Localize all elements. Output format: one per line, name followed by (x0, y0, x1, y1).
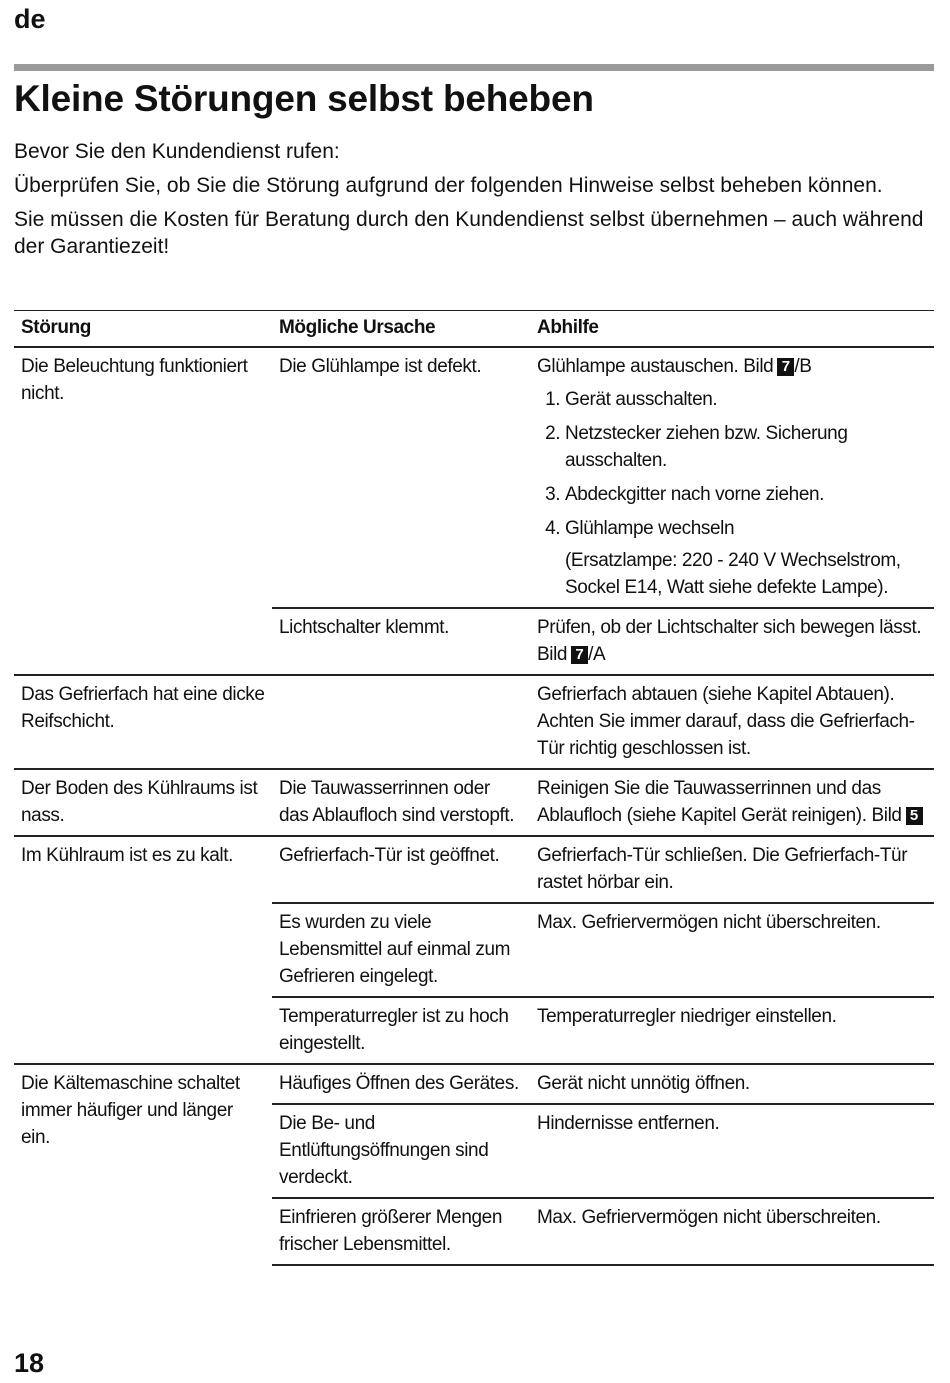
table-row (14, 347, 934, 608)
cause-cell: Gefrierfach-Tür ist geöffnet. (272, 836, 530, 903)
figure-suffix: /B (794, 356, 812, 377)
table-header-row (14, 311, 934, 348)
figure-reference-badge: 7 (571, 646, 588, 664)
cause-cell: Die Glühlampe ist defekt. (279, 356, 482, 377)
remedy-cell: Hindernisse entfernen. (530, 1104, 934, 1198)
cause-cell (272, 675, 530, 769)
remedy-cell: Gefrierfach-Tür schließen. Die Gefrierfach-Tür rastet hörbar ein. (530, 836, 934, 903)
page-number: 18 (14, 1348, 45, 1378)
cause-cell: Häufiges Öffnen des Gerätes. (272, 1064, 530, 1104)
table-row (14, 1064, 934, 1104)
intro-paragraph-1: Bevor Sie den Kundendienst rufen: (14, 140, 340, 163)
cause-cell: Die Tauwasserrinnen oder das Ablaufloch sind verstopft. (272, 769, 530, 836)
list-item: 4. Glühlampe wechseln (565, 515, 927, 542)
intro-text (14, 138, 934, 267)
header-fault: Störung (14, 311, 272, 348)
fault-cell: Die Beleuchtung funktioniert nicht. (21, 356, 248, 404)
header-rule (14, 64, 934, 71)
remedy-text: Prüfen, ob der Lichtschalter sich bewegen lässt. Bild (537, 617, 922, 665)
fault-cell: Das Gefrierfach hat eine dicke Reifschicht. (14, 675, 272, 769)
figure-suffix: /A (588, 644, 606, 665)
steps-list (537, 386, 927, 542)
remedy-text: Glühlampe austauschen. Bild (537, 356, 774, 377)
fault-cell: Der Boden des Kühlraums ist nass. (14, 769, 272, 836)
table-row (14, 769, 934, 836)
remedy-cell: Gefrierfach abtauen (siehe Kapitel Abtauen). Achten Sie immer darauf, dass die Gefrierfach-Tür richtig geschlossen ist. (530, 675, 934, 769)
cause-cell: Die Be- und Entlüftungsöffnungen sind verdeckt. (272, 1104, 530, 1198)
header-cause: Mögliche Ursache (272, 311, 530, 348)
intro-paragraph-2: Überprüfen Sie, ob Sie die Störung aufgrund der folgenden Hinweise selbst beheben können. (14, 174, 883, 197)
list-item: 2. Netzstecker ziehen bzw. Sicherung ausschalten. (565, 420, 927, 474)
troubleshooting-table (14, 310, 934, 1266)
remedy-cell (530, 769, 934, 836)
figure-reference-badge: 5 (906, 807, 923, 825)
cause-cell: Lichtschalter klemmt. (272, 608, 530, 675)
cause-cell: Temperaturregler ist zu hoch eingestellt. (272, 997, 530, 1064)
figure-reference-badge: 7 (777, 358, 794, 376)
cause-cell: Einfrieren größerer Mengen frischer Lebensmittel. (272, 1198, 530, 1265)
remedy-cell (530, 608, 934, 675)
fault-cell: Die Kältemaschine schaltet immer häufiger und länger ein. (14, 1064, 272, 1265)
replacement-lamp-note: (Ersatzlampe: 220 - 240 V Wechselstrom, Sockel E14, Watt siehe defekte Lampe). (565, 550, 901, 598)
remedy-cell: Max. Gefriervermögen nicht überschreiten. (530, 903, 934, 997)
table-row (14, 836, 934, 903)
remedy-cell: Temperaturregler niedriger einstellen. (530, 997, 934, 1064)
language-label: de (14, 4, 46, 34)
table-row (14, 675, 934, 769)
remedy-cell (530, 347, 934, 608)
intro-paragraph-3: Sie müssen die Kosten für Beratung durch den Kundendienst selbst übernehmen – auch während der Garantiezeit! (14, 208, 924, 258)
remedy-cell: Max. Gefriervermögen nicht überschreiten. (530, 1198, 934, 1265)
remedy-cell: Gerät nicht unnötig öffnen. (530, 1064, 934, 1104)
list-item: 1. Gerät ausschalten. (565, 386, 927, 413)
fault-cell: Im Kühlraum ist es zu kalt. (14, 836, 272, 1064)
cause-cell: Es wurden zu viele Lebensmittel auf einmal zum Gefrieren eingelegt. (272, 903, 530, 997)
page-title: Kleine Störungen selbst beheben (14, 78, 594, 119)
header-remedy: Abhilfe (530, 311, 934, 348)
list-item: 3. Abdeckgitter nach vorne ziehen. (565, 481, 927, 508)
remedy-text: Reinigen Sie die Tauwasserrinnen und das Ablaufloch (siehe Kapitel Gerät reinigen). Bild (537, 778, 902, 826)
